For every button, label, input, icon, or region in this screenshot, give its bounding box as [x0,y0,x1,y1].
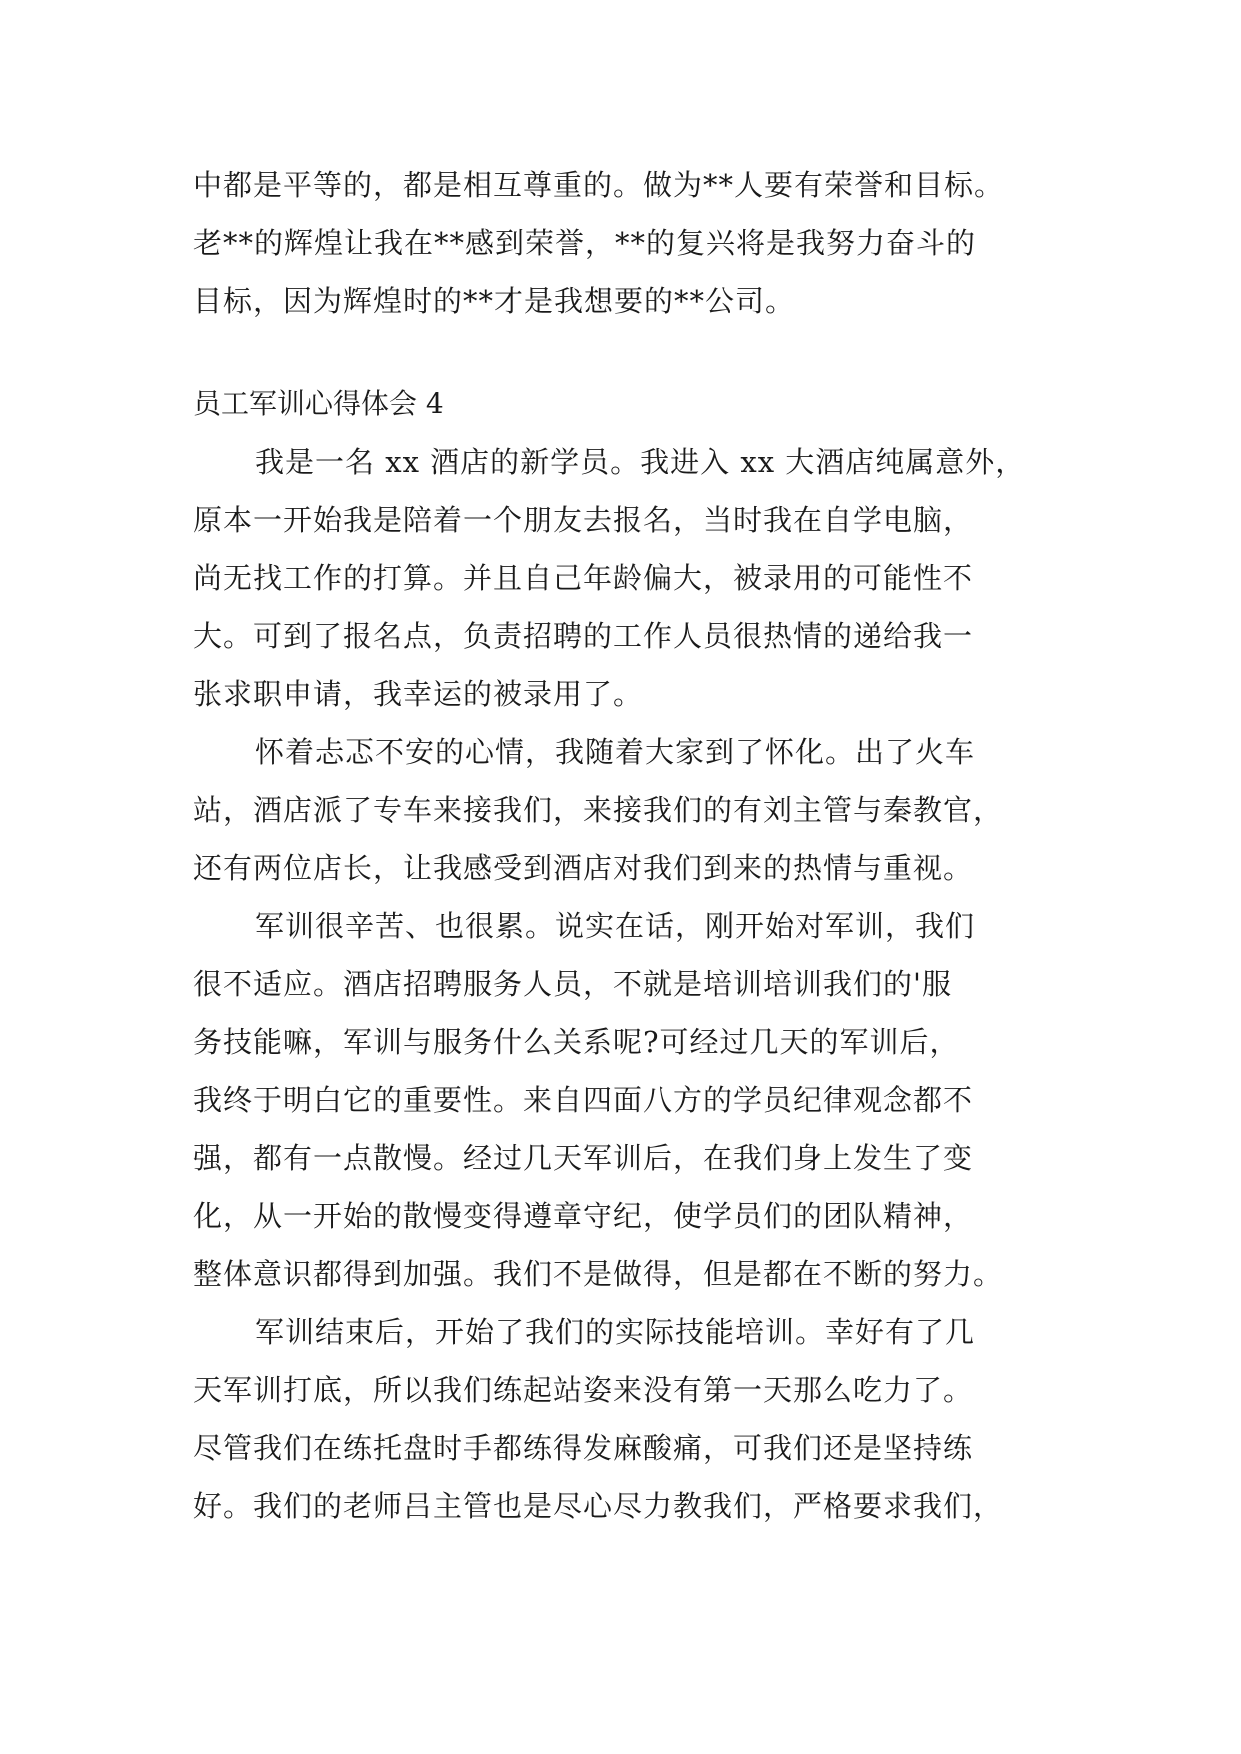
text-line: 我终于明白它的重要性。来自四面八方的学员纪律观念都不 [193,1083,974,1117]
text-line: 强，都有一点散慢。经过几天军训后，在我们身上发生了变 [193,1141,974,1175]
text-line: 军训结束后，开始了我们的实际技能培训。幸好有了几 [255,1315,976,1349]
text-line: 中都是平等的，都是相互尊重的。做为**人要有荣誉和目标。 [193,168,1005,202]
text-line: 天军训打底，所以我们练起站姿来没有第一天那么吃力了。 [193,1373,974,1407]
section-title: 员工军训心得体会 4 [193,387,444,420]
text-line: 目标，因为辉煌时的**才是我想要的**公司。 [193,284,796,318]
text-line: 好。我们的老师吕主管也是尽心尽力教我们，严格要求我们， [193,1489,1004,1523]
text-line: 我是一名 xx 酒店的新学员。我进入 xx 大酒店纯属意外， [255,445,1026,479]
text-line: 整体意识都得到加强。我们不是做得，但是都在不断的努力。 [193,1257,1004,1291]
text-line: 尽管我们在练托盘时手都练得发麻酸痛，可我们还是坚持练 [193,1431,974,1465]
paragraph [193,1303,1053,1535]
text-line: 原本一开始我是陪着一个朋友去报名，当时我在自学电脑， [193,503,974,537]
text-line: 还有两位店长，让我感受到酒店对我们到来的热情与重视。 [193,851,974,885]
text-line: 很不适应。酒店招聘服务人员，不就是培训培训我们的'服 [193,967,952,1001]
text-line: 务技能嘛，军训与服务什么关系呢?可经过几天的军训后， [193,1025,960,1059]
section-gap [193,330,1053,375]
text-line: 尚无找工作的打算。并且自己年龄偏大，被录用的可能性不 [193,561,974,595]
text-line: 化，从一开始的散慢变得遵章守纪，使学员们的团队精神， [193,1199,974,1233]
text-line: 怀着忐忑不安的心情，我随着大家到了怀化。出了火车 [255,735,976,769]
text-line: 老**的辉煌让我在**感到荣誉，**的复兴将是我努力奋斗的 [193,226,977,260]
text-line: 军训很辛苦、也很累。说实在话，刚开始对军训，我们 [255,909,976,943]
paragraph [193,433,1053,723]
paragraph [193,723,1053,897]
text-line: 站，酒店派了专车来接我们，来接我们的有刘主管与秦教官， [193,793,1004,827]
text-line: 张求职申请，我幸运的被录用了。 [193,677,644,711]
intro-paragraph [193,156,1053,330]
text-line: 大。可到了报名点，负责招聘的工作人员很热情的递给我一 [193,619,974,653]
paragraph [193,897,1053,1303]
document-body [193,156,1053,1535]
